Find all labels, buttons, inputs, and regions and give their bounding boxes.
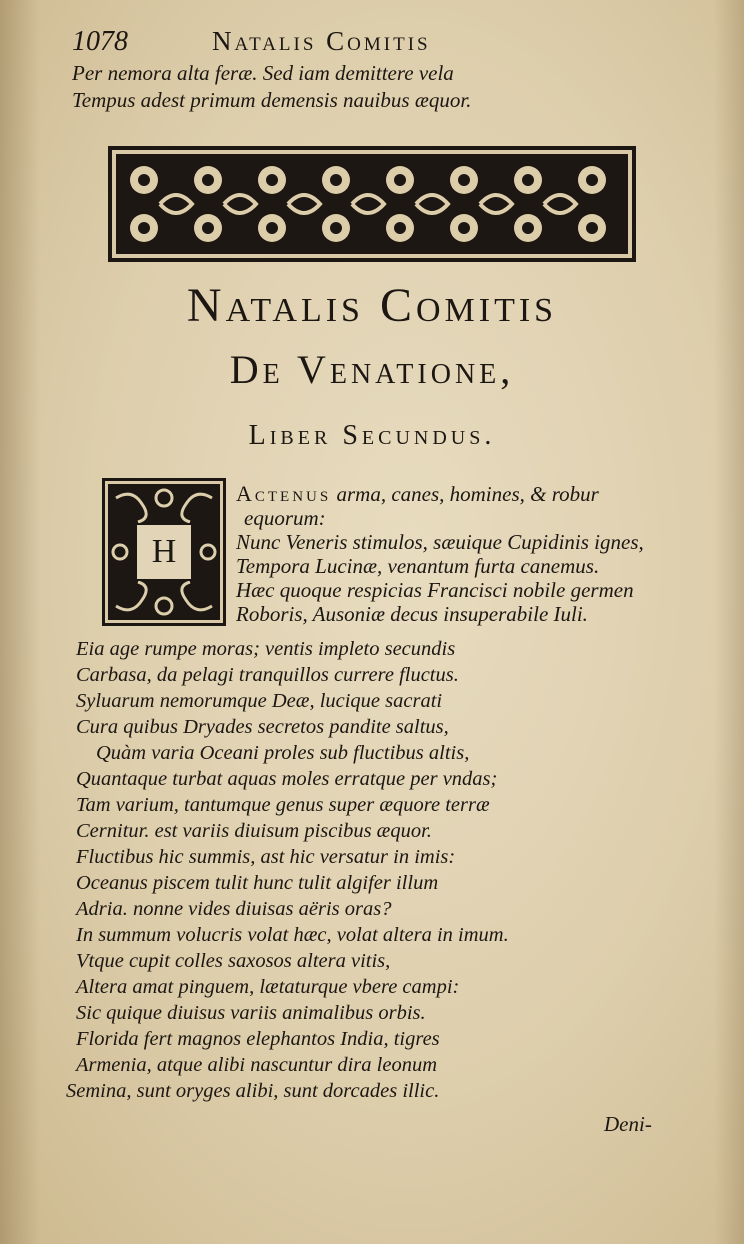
previous-verses (72, 60, 632, 114)
opening-verse-line: Tempora Lucinæ, venantum furta canemus. (236, 554, 600, 578)
verse-line: In summum volucris volat hæc, volat altera in imum. (76, 924, 509, 946)
verse-line: Semina, sunt oryges alibi, sunt dorcades illic. (66, 1080, 440, 1102)
verse-line: Quàm varia Oceani proles sub fluctibus altis, (96, 742, 470, 764)
opening-verse-line: Hæc quoque respicias Francisci nobile germen (236, 578, 634, 602)
opening-verse-line: Roboris, Ausoniæ decus insuperabile Iuli. (236, 602, 588, 626)
decorated-initial (102, 478, 226, 626)
book-title: Liber Secundus. (248, 420, 496, 451)
drop-cap-letter: H (151, 533, 177, 570)
page-number: 1078 (72, 26, 128, 57)
running-title: Natalis Comitis (212, 26, 431, 56)
floral-headpiece-icon (108, 146, 636, 262)
opening-verses (236, 482, 706, 626)
previous-verse-line: Per nemora alta feræ. Sed iam demittere vela (72, 61, 454, 85)
opening-continuation: equorum: (244, 506, 326, 530)
verse-line: Armenia, atque alibi nascuntur dira leonum (76, 1054, 438, 1076)
verse-line: Carbasa, da pelagi tranquillos currere fluctus. (76, 664, 459, 686)
page-edge-shadow (714, 0, 744, 1244)
main-title: Natalis Comitis (186, 279, 558, 332)
verse-line: Cura quibus Dryades secretos pandite saltus, (76, 716, 449, 738)
opening-verse-line: Nunc Veneris stimulos, sæuique Cupidinis ignes, (236, 530, 644, 554)
verse-line: Adria. nonne vides diuisas aëris oras? (76, 898, 392, 920)
opening-first-line: arma, canes, homines, & robur (331, 482, 599, 506)
verse-line: Florida fert magnos elephantos India, tigres (76, 1028, 440, 1050)
verse-line: Syluarum nemorumque Deæ, lucique sacrati (76, 690, 443, 712)
verse-line: Vtque cupit colles saxosos altera vitis, (76, 950, 391, 972)
verse-line: Oceanus piscem tulit hunc tulit algifer illum (76, 872, 439, 894)
verse-line: Cernitur. est variis diuisum piscibus æquor. (76, 820, 432, 842)
previous-verse-line: Tempus adest primum demensis nauibus æquor. (72, 88, 472, 112)
subtitle: De Venatione, (229, 347, 515, 392)
verse-line: Tam varium, tantumque genus super æquore terræ (76, 794, 490, 816)
verse-line: Eia age rumpe moras; ventis impleto secundis (76, 638, 456, 660)
verse-line: Altera amat pinguem, lætaturque vbere campi: (76, 976, 460, 998)
verse-line: Fluctibus hic summis, ast hic versatur in imis: (76, 846, 456, 868)
verse-line: Sic quique diuisus variis animalibus orbis. (76, 1002, 426, 1024)
opening-lead-word: Actenus (236, 481, 332, 506)
running-head (72, 26, 552, 62)
verse-line: Quantaque turbat aquas moles erratque per vndas; (76, 768, 498, 790)
page-gutter-shadow (0, 0, 40, 1244)
catchword: Deni- (604, 1112, 652, 1136)
